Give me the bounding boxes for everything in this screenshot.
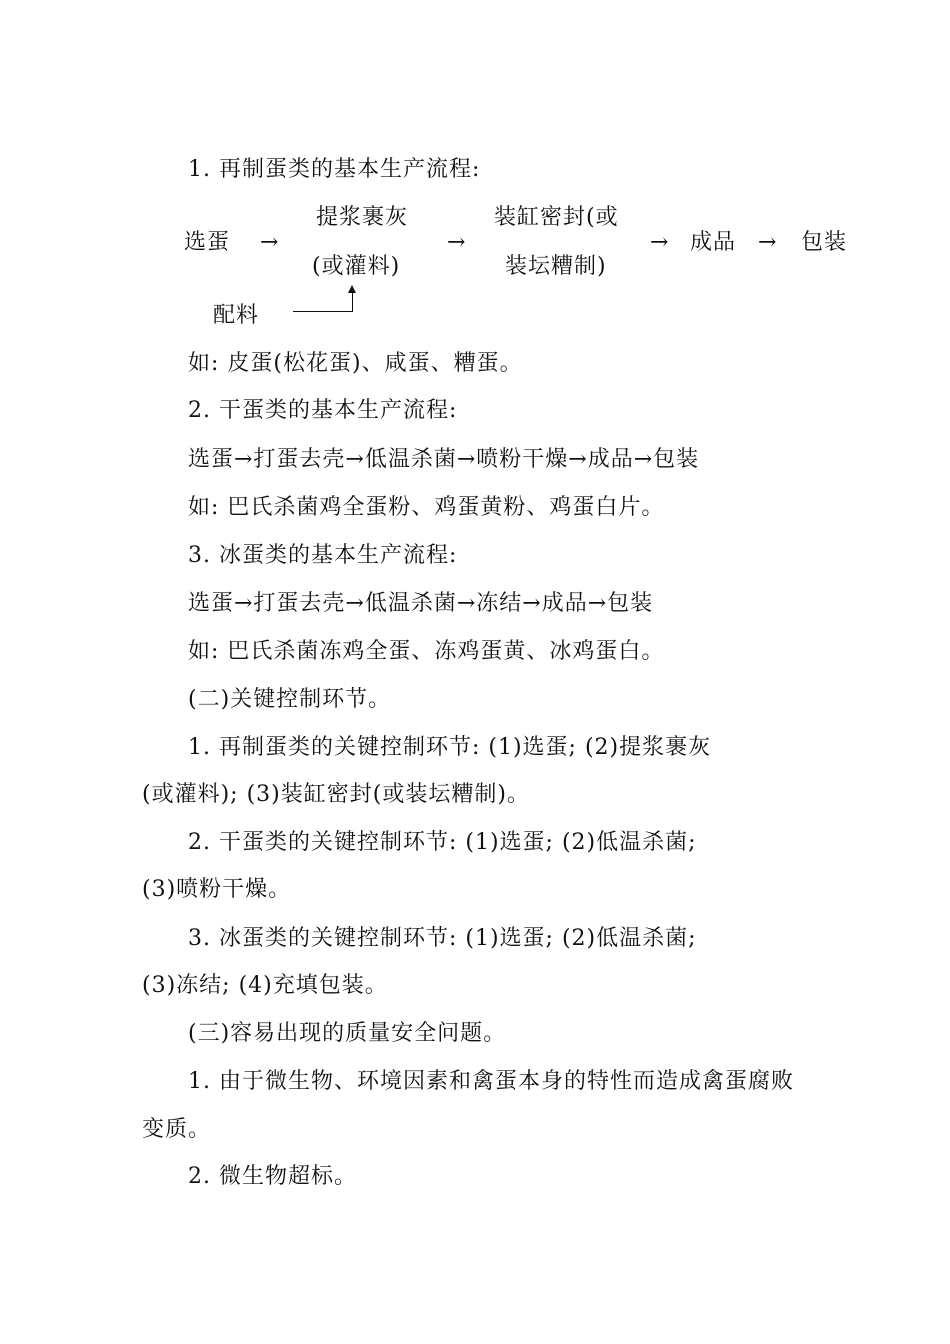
section-title-frozen-eggs: 3. 冰蛋类的基本生产流程:	[188, 543, 458, 568]
flow-step-finished-product: 成品	[690, 230, 737, 255]
connector-arrowhead-icon	[348, 285, 356, 293]
quality-issue-1-line2: 变质。	[142, 1117, 212, 1142]
connector-horizontal-line	[293, 311, 353, 312]
examples-dried-eggs: 如: 巴氏杀菌鸡全蛋粉、鸡蛋黄粉、鸡蛋白片。	[188, 495, 665, 520]
quality-issue-1-line1: 1. 由于微生物、环境因素和禽蛋本身的特性而造成禽蛋腐败	[188, 1069, 794, 1094]
flow-step-coating-line1: 提浆裹灰	[316, 205, 409, 230]
quality-issue-2: 2. 微生物超标。	[188, 1164, 357, 1189]
flow-step-coating-line2: (或灌料)	[312, 254, 401, 279]
key-control-1-line2: (或灌料); (3)装缸密封(或装坛糟制)。	[142, 782, 530, 807]
flow-arrow-2: →	[447, 230, 467, 255]
flow-step-select-eggs: 选蛋	[184, 230, 231, 255]
heading-key-control: (二)关键控制环节。	[188, 687, 392, 712]
section-title-dried-eggs: 2. 干蛋类的基本生产流程:	[188, 398, 458, 423]
examples-reproduced-eggs: 如: 皮蛋(松花蛋)、咸蛋、糟蛋。	[188, 351, 523, 376]
connector-vertical-line	[352, 292, 353, 312]
flow-step-sealing-line1: 装缸密封(或	[494, 205, 619, 230]
flow-step-sealing-line2: 装坛糟制)	[505, 254, 607, 279]
key-control-3-line1: 3. 冰蛋类的关键控制环节: (1)选蛋; (2)低温杀菌;	[188, 926, 697, 951]
key-control-2-line1: 2. 干蛋类的关键控制环节: (1)选蛋; (2)低温杀菌;	[188, 830, 697, 855]
key-control-1-line1: 1. 再制蛋类的关键控制环节: (1)选蛋; (2)提浆裹灰	[188, 735, 712, 760]
key-control-2-line2: (3)喷粉干燥。	[142, 877, 292, 902]
key-control-3-line2: (3)冻结; (4)充填包装。	[142, 973, 388, 998]
flow-step-packaging: 包装	[801, 230, 848, 255]
flow-arrow-4: →	[758, 230, 778, 255]
flow-side-input-ingredients: 配料	[213, 303, 260, 328]
flow-frozen-eggs: 选蛋→打蛋去壳→低温杀菌→冻结→成品→包装	[188, 591, 654, 616]
section-title-reproduced-eggs: 1. 再制蛋类的基本生产流程:	[188, 157, 481, 182]
flow-arrow-3: →	[650, 230, 670, 255]
heading-quality-issues: (三)容易出现的质量安全问题。	[188, 1021, 507, 1046]
flow-dried-eggs: 选蛋→打蛋去壳→低温杀菌→喷粉干燥→成品→包装	[188, 447, 700, 472]
examples-frozen-eggs: 如: 巴氏杀菌冻鸡全蛋、冻鸡蛋黄、冰鸡蛋白。	[188, 639, 665, 664]
flow-arrow-1: →	[260, 230, 280, 255]
